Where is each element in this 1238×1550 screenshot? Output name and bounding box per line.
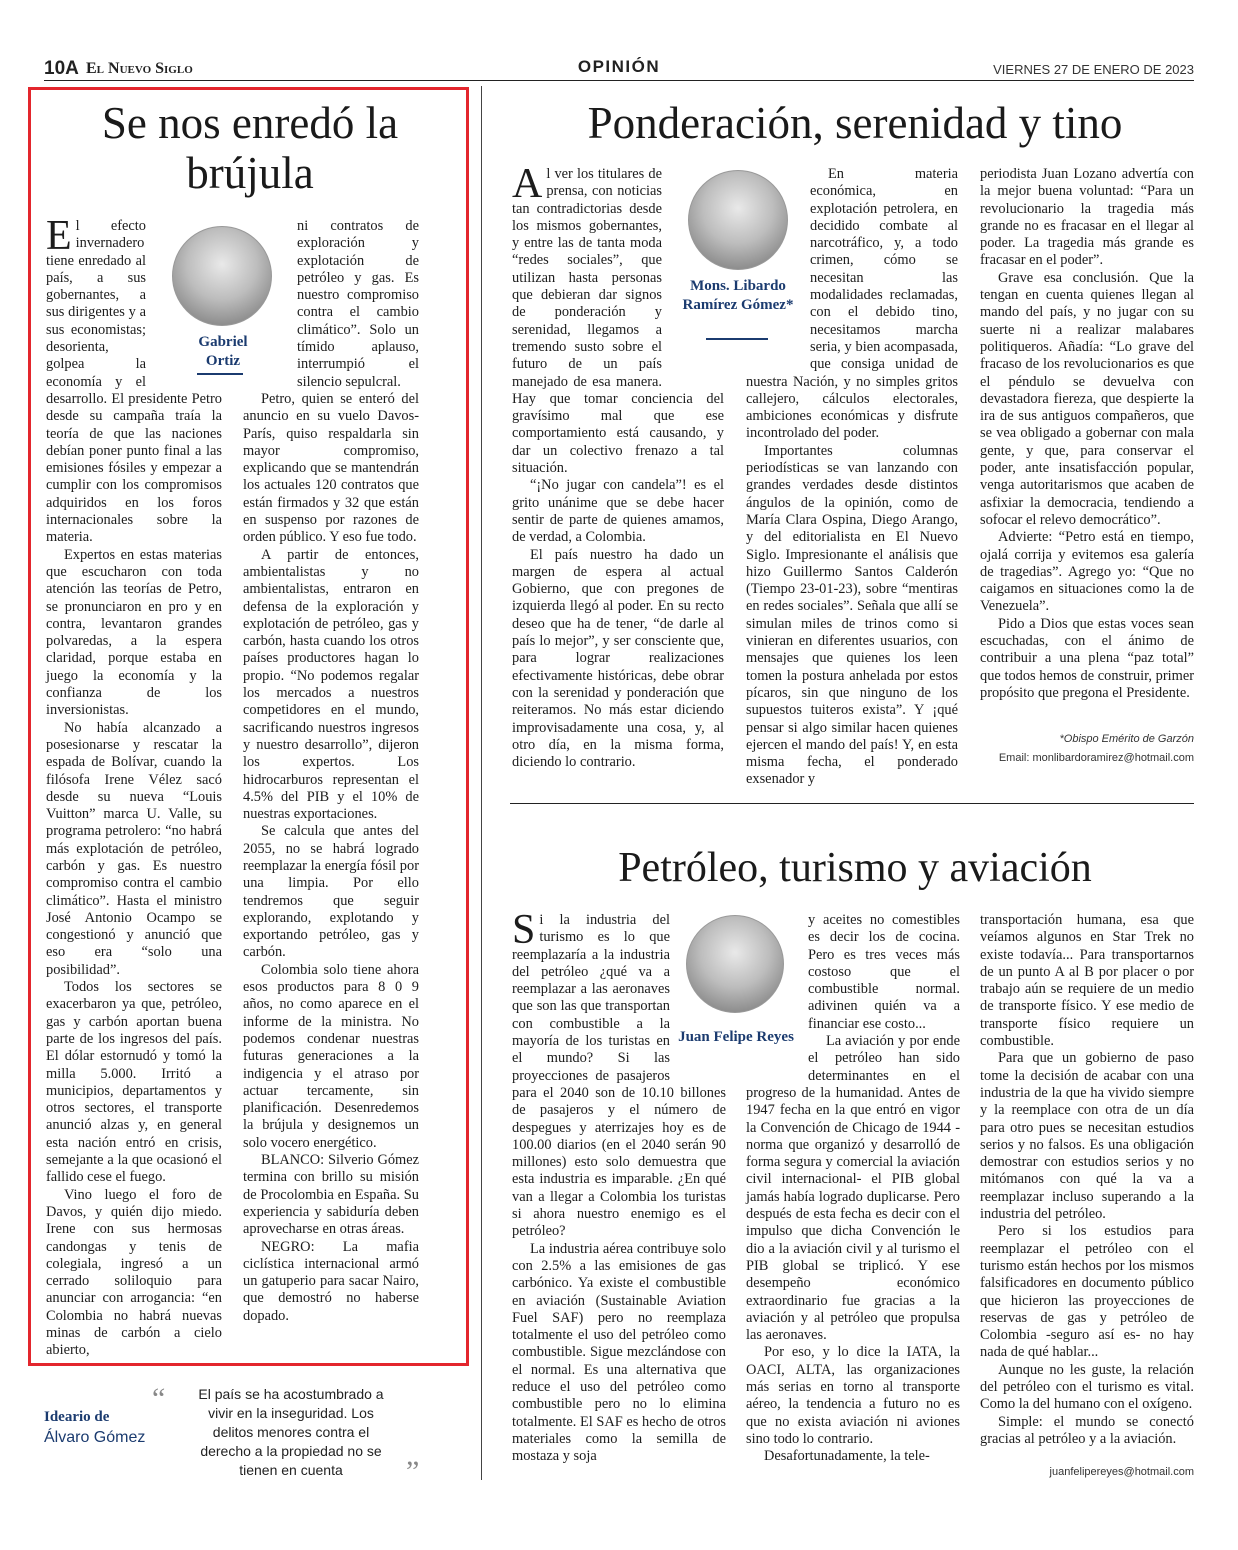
paragraph: periodista Juan Lozano advertía con la mejor buena voluntad: “Para un revolucionario la tragedia más grande no es fracasar en el llegar al poder. La tragedia más grande es fracasar en el poder”. xyxy=(980,166,1194,269)
paragraph: y aceites no comestibles es decir los de cocina. Pero es tres veces más costoso que el combustible normal. adivinen quién va a financiar ese costo... xyxy=(808,912,960,1032)
article2-float-spacer xyxy=(662,166,724,374)
paragraph: BLANCO: Silverio Gómez termina con brillo su misión de Procolombia en España. Su experiencia y sabiduría deben aprovecharse en otras áreas. xyxy=(243,1152,419,1238)
author-email: Email: monlibardoramirez@hotmail.com xyxy=(998,752,1194,764)
article1-title: Se nos enredó la brújula xyxy=(101,98,399,199)
article1-column-2 xyxy=(243,218,419,1354)
page-number: 10A xyxy=(44,58,79,79)
paragraph: Desafortunadamente, la tele- xyxy=(764,1448,930,1465)
article3-float-spacer xyxy=(670,912,726,1084)
article1-float-spacer xyxy=(146,218,222,386)
article3-author: Juan Felipe Reyes xyxy=(678,1029,794,1045)
paragraph: Advierte: “Petro está en tiempo, ojalá corrija y evitemos esa galería de tragedias”. Agrego yo: “Que no caigamos en situaciones como la de Venezuela”. xyxy=(980,529,1194,615)
ideario-quote: El país se ha acostumbrado a vivir en la inseguridad. Los delitos menores contra el derecho a la propiedad no se tienen en cuenta xyxy=(198,1386,384,1478)
publication-name: El Nuevo Siglo xyxy=(86,60,193,77)
paragraph: Petro, quien se enteró del anuncio en su vuelo Davos-París, quiso respaldarla sin mayor compromiso, explicando que se mantendrán los actuales 120 contratos que están firmados y 32 que están en suspenso por razones de orden público. Y eso fue todo. xyxy=(243,390,419,546)
paragraph: transportación humana, esa que veíamos algunos en Star Trek no existe todavía... Para transportarnos de un punto A al B por placer o por trabajo aún se requiere de un medio de transporte físico. Y ese medio de transporte físico requiere un combustible. xyxy=(980,912,1194,1050)
ideario-name: Álvaro Gómez xyxy=(44,1429,146,1446)
article3-column-1 xyxy=(512,907,726,1480)
paragraph: La industria aérea contribuye solo con 2.5% a las emisiones de gas carbónico. Ya existe el combustible en aviación (Sustainable Aviation Fuel SAF) pero no reemplaza totalmente el uso del petróleo como combustible. Sigue mezclándose con el normal. Es una alternativa que reduce el uso del petróleo como combustible pero no lo elimina totalmente. El SAF es hecho de otros materiales como la semilla de mostaza y soja xyxy=(512,1240,726,1465)
drop-cap: E xyxy=(46,213,72,259)
paragraph: Expertos en estas materias que escucharon con toda atención las teorías de Petro, se pronunciaron en pro y en contra, levantaron grandes polvaredas, a la espera claridad, porque estaba en juego la economía y la confianza de los inversionistas. xyxy=(46,546,222,719)
paragraph: l ver los titulares de prensa, con noticias tan contradictorias desde los mismos gobernantes, y entre las de tanta moda “redes sociales”, que utilizan hasta personas que debieran dar signos de ponderación y serenidad, llegamos a tremendo susto sobre el futuro de un país manejado de esa manera. Hay que tomar conciencia del gravísimo mal que ese comportamiento está causando, y dar un colectivo frenazo a tal situación. xyxy=(512,166,724,477)
article2-title: Ponderación, serenidad y tino xyxy=(587,98,1123,148)
article2-author: Mons. Libardo Ramírez Gómez* xyxy=(682,278,794,313)
article3-title: Petróleo, turismo y aviación xyxy=(618,845,1092,891)
paragraph: l efecto invernadero tiene enredado al país, a sus gobernantes, a sus dirigentes y a sus economistas; desorienta, golpea la economía y el desarrollo. El presidente Petro desde su campaña traía la teoría de que las naciones debían poner punto final a las emisiones fósiles y empezar a cumplir con los compromisos adquiridos en los foros internacionales sobre la materia. xyxy=(46,218,222,546)
paragraph: No había alcanzado a posesionarse y rescatar la espada de Bolívar, cuando la filósofa Irene Vélez sacó desde su nueva “Louis Vuitton” marca U. Valle, su programa petrolero: “no habrá más explotación de petróleo, carbón y gas. Es nuestro compromiso contra el cambio climático”. Hasta el ministro José Antonio Ocampo se congestionó y anunció que eso era “solo una posibilidad”. xyxy=(46,719,222,978)
paragraph: En materia económica, en explotación petrolera, en decidido combate al narcotráfico, y, a todo crimen, cómo se necesitan las modalidades reclamadas, con el debido tino, necesitamos marcha seria, y bien acompasada, que consiga unidad de nuestra Nación, y no simples gritos callejero, cálculos electorales, ambiciones económicas y disfrute incontrolado del poder. xyxy=(746,166,958,442)
article1-column-1 xyxy=(46,213,222,1359)
paragraph: Vino luego el foro de Davos, y quién dijo miedo. Irene con sus hermosas candongas y tenis de colegiala, ingresó a un cerrado soliloquio para anunciar con arrogancia: “en Colombia no habrá nuevas minas de carbón a cielo abierto, xyxy=(46,1186,222,1359)
drop-cap: A xyxy=(512,161,543,207)
paragraph: Se calcula que antes del 2055, no se habrá logrado reemplazar la energía fósil por una limpia. Por ello tendremos que seguir explorando, explotando y exportando petróleo, gas y carbón. xyxy=(243,823,419,961)
paragraph: La aviación y por ende el petróleo han sido determinantes en el progreso de la humanidad. Antes de 1947 fecha en la que entró en vigor la Convención de Chicago de 1944 -norma que organizó y desarrolló de forma segura y comercial la aviación civil internacional- el PIB global jamás había logrado duplicarse. Pero después de esta fecha es decir con el impulso que dicha Convención le dio a la aviación civil y al turismo el PIB global se triplicó. Y ese desempeño económico extraordinario fue gracias a la aviación y al petróleo que propulsa las aeronaves. xyxy=(746,1033,960,1344)
author-email: juanfelipereyes@hotmail.com xyxy=(1049,1466,1194,1478)
ideario-label: Ideario de xyxy=(44,1409,110,1425)
paragraph: Colombia solo tiene ahora esos productos para 8 0 9 años, no como aparece en el informe de la ministra. No podemos condenar nuestras futuras generaciones a la indigencia y el atraso por actuar tercamente, sin planificación. Desenredemos la brújula y designemos un solo vocero energético. xyxy=(243,961,419,1151)
paragraph: Simple: el mundo se conectó gracias al petróleo y a la aviación. xyxy=(980,1413,1194,1447)
open-quote-icon: “ xyxy=(152,1382,166,1415)
article2-float-spacer xyxy=(746,166,810,362)
paragraph: Grave esa conclusión. Que la tengan en cuenta quienes llegan al mando del país, y no jugar con su suerte ni a realizar malabares politiqueros. Añadía: “Lo grave del fracaso de los revolucionarios es que el péndulo se devuelva con devastadora fiereza, que despierte la ira de sus antiguos compañeros, que se vea obligado a gobernar con mala gente, y que, para conservar el poder, ante insatisfacción popular, venga autoritarismos que acaben de asfixiar la democracia, tendiendo a sofocar el relevo democrático”. xyxy=(980,269,1194,528)
article2-column-3 xyxy=(980,166,1194,746)
close-quote-icon: ” xyxy=(406,1455,420,1488)
article3-column-3 xyxy=(980,912,1194,1460)
paragraph: El país nuestro ha dado un margen de espera al actual Gobierno, que con pregones de izquierda llegó al poder. En su recto deseo que ha de tener, “de darle al país lo mejor”, y ser consciente que, para lograr realizaciones efectivamente históricas, debe obrar con la serenidad y ponderación que reiteramos. No más estar diciendo improvisadamente una cosa, y, al otro día, en la misma forma, diciendo lo contrario. xyxy=(512,546,724,771)
paragraph: “¡No jugar con candela”! es el grito unánime que se debe hacer sentir de parte de quienes amamos, de verdad, a Colombia. xyxy=(512,477,724,546)
paragraph: Aunque no les guste, la relación del petróleo con el turismo es vital. Como la del humano con el oxígeno. xyxy=(980,1361,1194,1413)
paragraph: Para que un gobierno de paso tome la decisión de acabar con una industria de la que ha vivido siempre y la reemplace con otra de un día para otro pues se necesitan estudios serios y no falsos. Es una obligación demostrar con estudios serios y no mitómanos con qué la va a reemplazar incluso superando a la industria del petróleo. xyxy=(980,1050,1194,1223)
paragraph: Pido a Dios que estas voces sean escuchadas, con el ánimo de contribuir a una plena “paz total” que todos hemos de construir, primer propósito que pregona el Presidente. xyxy=(980,615,1194,701)
section-title: OPINIÓN xyxy=(577,57,661,76)
article2-column-1 xyxy=(512,161,724,771)
paragraph: NEGRO: La mafia ciclística internacional armó un gatuperio para sacar Nairo, que demostró no haberse dopado. xyxy=(243,1238,419,1324)
paragraph: Por eso, y lo dice la IATA, la OACI, ALTA, las organizaciones más serias en torno al transporte aéreo, la tendencia a futuro no es que no exista aviación ni aviones sino todo lo contrario. xyxy=(746,1344,960,1447)
article3-float-spacer xyxy=(746,912,808,1084)
paragraph: ni contratos de exploración y explotación de petróleo y gas. Es nuestro compromiso contra el cambio climático”. Solo un tímido aplauso, interrumpió el silencio sepulcral. xyxy=(297,218,419,390)
paragraph: Todos los sectores se exacerbaron ya que, petróleo, gas y carbón aportan buena parte de los ingresos del país. El dólar estornudó y tomó la milla 5.000. Irritó a municipios, departamentos y otros sectores, el transporte anunció alzas y, en general esta nación entró en crisis, semejante a la que ocasionó el fallido cese el fuego. xyxy=(46,979,222,1186)
paragraph: Importantes columnas periodísticas se van lanzando con grandes verdades desde distintos ángulos de la opinión, como de María Clara Ospina, Diego Arango, y del editorialista en El Nuevo Siglo. Impresionante el análisis que hizo Guillermo Santos Calderón (Tiempo 23-01-23), sobre “mentiras en redes sociales”. Señala que allí se simulan miles de trinos como si vinieran en diferentes usuarios, con mensajes que quienes los leen tomen la postura anhelada por estos pícaros, sin que ninguno de los supuestos tuiteros exista”. Y ¡qué pensar si algo similar hacen quienes ejercen el mando del país! Y, en esta misma fecha, el ponderado exsenador y xyxy=(746,442,958,788)
paragraph: Pero si los estudios para reemplazar el petróleo con el turismo están hechos por los mismos falsificadores en documento público que hicieron las proyecciones de reservas de gas y petróleo de Colombia -seguro así es- no hay nada de qué hablar... xyxy=(980,1223,1194,1361)
paragraph: i la industria del turismo es lo que reemplazaría a la industria del petróleo ¿qué va a reemplazar a las aeronaves que son las que transportan con combustible a la mayoría de los turistas en el mundo? Si las proyecciones de pasajeros para el 2040 son de 10.10 billones de pasajeros y el número de despegues y aterrizajes hoy es de 100.00 diarios (en el 2040 serán 90 millones) esto solo demuestra que esta industria es imparable. ¿En qué van a llegar a Colombia los turistas si ahora nuestro enemigo es el petróleo? xyxy=(512,912,726,1240)
article1-float-spacer xyxy=(243,218,297,386)
author-footnote: *Obispo Emérito de Garzón xyxy=(1059,733,1194,745)
issue-date: VIERNES 27 DE ENERO DE 2023 xyxy=(993,62,1194,77)
drop-cap: S xyxy=(512,907,536,953)
header-rule xyxy=(44,80,1194,81)
article-divider xyxy=(510,803,1194,804)
column-divider xyxy=(481,86,482,1480)
article1-author: Gabriel Ortiz xyxy=(198,334,248,369)
paragraph: A partir de entonces, ambientalistas y no ambientalistas, entraron en defensa de la exploración y explotación de petróleo, gas y carbón, hasta cuando los otros países productores hagan lo propio. “No podemos regalar los mercados a nuestros competidores en el mundo, sacrificando nuestros ingresos y nuestro desarrollo”, dijeron los expertos. Los hidrocarburos representan el 4.5% del PIB y el 10% de nuestras exportaciones. xyxy=(243,546,419,823)
article3-column-2 xyxy=(746,912,960,1480)
article2-column-2 xyxy=(746,166,958,788)
